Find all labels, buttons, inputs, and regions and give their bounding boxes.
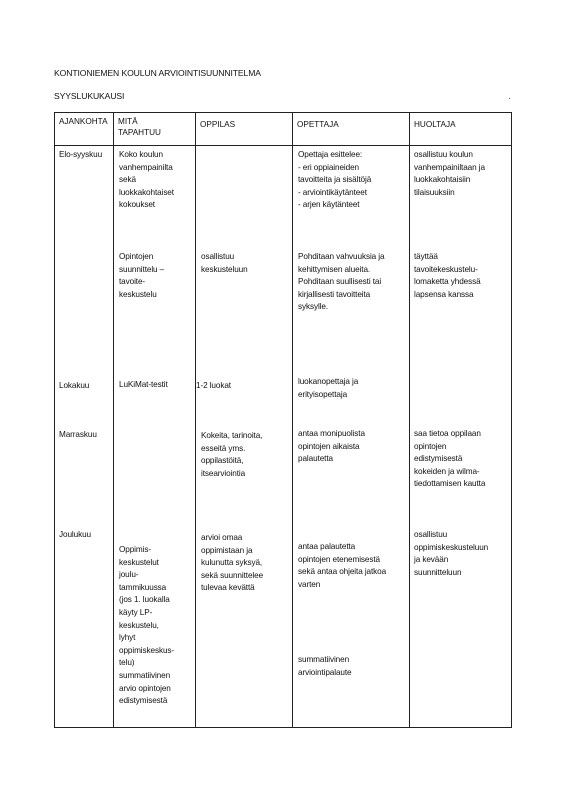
oppilas-luokat: 1-2 luokat	[196, 381, 231, 390]
huoltaja-tavoitekeskustelu: täyttää tavoitekeskustelu- lomaketta yhdessä lapsensa kanssa	[414, 252, 481, 299]
huoltaja-vanhempainilta: osallistuu koulun vanhempainiltaan ja luokkakohtaisiin tilaisuuksiin	[414, 150, 485, 197]
huoltaja-column	[410, 146, 512, 728]
document-title: KONTIONIEMEN KOULUN ARVIOINTISUUNNITELMA	[54, 68, 261, 78]
opettaja-summatiivinen: summatiivinen arviointipalaute	[298, 655, 352, 677]
oppilas-arvioi: arvioi omaa oppimistaan ja kulunutta syksyä, sekä suunnittelee tulevaa kevättä	[201, 533, 264, 593]
oppilas-osallistuu: osallistuu keskusteluun	[201, 252, 248, 274]
mita-vanhempainilta: Koko koulun vanhempainilta sekä luokkakohtaiset kokoukset	[119, 150, 174, 210]
opettaja-luokanopettaja: luokanopettaja ja erityisopettaja	[298, 377, 359, 399]
document-subtitle: SYYSLUKUKAUSI	[54, 91, 125, 101]
opettaja-monipuolista: antaa monipuolista opintojen aikaista palautetta	[298, 429, 365, 464]
opettaja-column	[293, 146, 410, 728]
opettaja-pohditaan: Pohditaan vahvuuksia ja kehittymisen alueita. Pohditaan suullisesti tai kirjallisesti tavoitteita syksylle.	[298, 252, 385, 312]
ajankohta-joulukuu: Joulukuu	[59, 530, 91, 539]
stray-dot	[509, 98, 510, 99]
oppilas-kokeita: Kokeita, tarinoita, esseitä yms. oppilastöitä, itsearviointia	[201, 431, 263, 478]
opettaja-esittelee: Opettaja esittelee: - eri oppiaineiden tavoitteita ja sisältöjä - arviointikäytänteet - arjen käytänteet	[298, 150, 372, 210]
header-opettaja: OPETTAJA	[293, 113, 410, 146]
assessment-plan-table	[54, 112, 512, 728]
mita-lukimat-testit: LuKiMat-testit	[119, 380, 168, 389]
mita-opintojen-suunnittelu: Opintojen suunnittelu – tavoite- keskustelu	[119, 252, 165, 299]
table-header-row	[55, 113, 512, 146]
ajankohta-marraskuu: Marraskuu	[59, 430, 97, 439]
opettaja-palautetta: antaa palautetta opintojen etenemisestä sekä antaa ohjeita jatkoa varten	[298, 542, 387, 589]
huoltaja-saa-tietoa: saa tietoa oppilaan opintojen edistymisestä kokeiden ja wilma- tiedottamisen kautta	[414, 429, 486, 489]
header-mita-tapahtuu: MITÄ TAPAHTUU	[114, 113, 196, 146]
header-ajankohta: AJANKOHTA	[55, 113, 114, 146]
oppilas-column	[196, 146, 293, 728]
mita-tapahtuu-column	[114, 146, 196, 728]
header-oppilas: OPPILAS	[196, 113, 293, 146]
table-body-row	[55, 146, 512, 728]
header-huoltaja: HUOLTAJA	[410, 113, 512, 146]
ajankohta-lokakuu: Lokakuu	[59, 381, 90, 390]
mita-oppimiskeskustelut: Oppimis- keskustelut joulu- tammikuussa (jos 1. luokalla käyty LP- keskustelu, lyhyt oppimiskeskus- telu) summatiivinen arvio opintojen edistymisestä	[119, 545, 175, 706]
huoltaja-osallistuu: osallistuu oppimiskeskusteluun ja kevään suunnitteluun	[414, 530, 489, 577]
ajankohta-column	[55, 146, 114, 728]
ajankohta-elo-syyskuu: Elo-syyskuu	[59, 150, 103, 159]
